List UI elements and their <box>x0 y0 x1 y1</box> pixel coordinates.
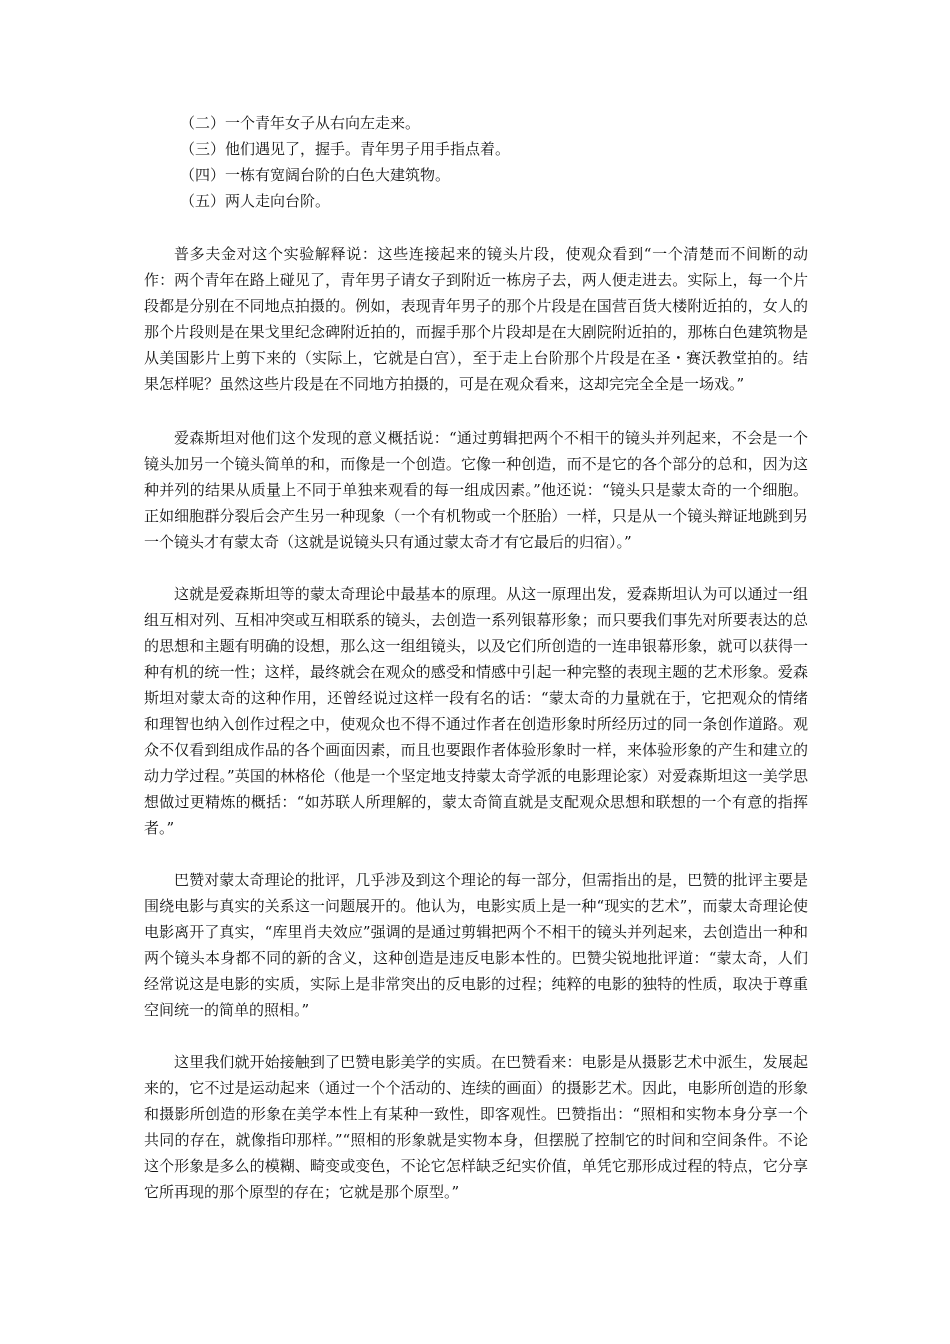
list-item: （四）一栋有宽阔台阶的白色大建筑物。 <box>180 166 451 184</box>
paragraph-eisenstein: 爱森斯坦对他们这个发现的意义概括说：“通过剪辑把两个不相干的镜头并列起来，不会是一个镜头加另一个镜头简单的和，而像是一个创造。它像一种创造，而不是它的各个部分的总和，因为这种并列的结果从质量上不同于单独来观看的每一组成因素。”他还说：“镜头只是蒙太奇的一个细胞。正如细胞群分裂后会产生另一种现象（一个有机物或一个胚胎）一样，只是从一个镜头辩证地跳到另一个镜头才有蒙太奇（这就是说镜头只有通过蒙太奇才有它最后的归宿）。” <box>144 429 808 551</box>
paragraph-pudovkin: 普多夫金对这个实验解释说：这些连接起来的镜头片段，使观众看到“一个清楚而不间断的动作：两个青年在路上碰见了，青年男子请女子到附近一栋房子去，两人便走进去。实际上，每一个片段都是分别在不同地点拍摄的。例如，表现青年男子的那个片段是在国营百货大楼附近拍的，女人的那个片段则是在果戈里纪念碑附近拍的，而握手那个片段却是在大剧院附近拍的，那栋白色建筑物是从美国影片上剪下来的（实际上，它就是白宫），至于走上台阶那个片段是在圣・赛沃教堂拍的。结果怎样呢？虽然这些片段是在不同地方拍摄的，可是在观众看来，这却完完全全是一场戏。” <box>144 245 808 393</box>
paragraph-montage-principle: 这就是爱森斯坦等的蒙太奇理论中最基本的原理。从这一原理出发，爱森斯坦认为可以通过一组组互相对列、互相冲突或互相联系的镜头，去创造一系列银幕形象；而只要我们事先对所要表达的总的思想和主题有明确的设想，那么这一组组镜头，以及它们所创造的一连串银幕形象，就可以获得一种有机的统一性；这样，最终就会在观众的感受和情感中引起一种完整的表现主题的艺术形象。爱森斯坦对蒙太奇的这种作用，还曾经说过这样一段有名的话：“蒙太奇的力量就在于，它把观众的情绪和理智也纳入创作过程之中，使观众也不得不通过作者在创造形象时所经历过的同一条创作道路。观众不仅看到组成作品的各个画面因素，而且也要跟作者体验形象时一样，来体验形象的产生和建立的动力学过程。”英国的林格伦（他是一个坚定地支持蒙太奇学派的电影理论家）对爱森斯坦这一美学思想做过更精炼的概括：“如苏联人所理解的，蒙太奇简直就是支配观众思想和联想的一个有意的指挥者。” <box>144 585 808 837</box>
list-item: （二）一个青年女子从右向左走来。 <box>180 114 421 132</box>
list-item: （三）他们遇见了，握手。青年男子用手指点着。 <box>180 140 511 158</box>
shot-list <box>144 110 808 214</box>
paragraph-bazin-critique: 巴赞对蒙太奇理论的批评，几乎涉及到这个理论的每一部分，但需指出的是，巴赞的批评主要是围绕电影与真实的关系这一问题展开的。他认为，电影实质上是一种“现实的艺术”，而蒙太奇理论使电影离开了真实，“库里肖夫效应”强调的是通过剪辑把两个不相干的镜头并列起来，去创造出一种和两个镜头本身都不同的新的含义，这种创造是违反电影本性的。巴赞尖锐地批评道：“蒙太奇，人们经常说这是电影的实质，实际上是非常突出的反电影的过程；纯粹的电影的独特的性质，取决于尊重空间统一的简单的照相。” <box>144 871 808 1019</box>
paragraph-bazin-aesthetics: 这里我们就开始接触到了巴赞电影美学的实质。在巴赞看来：电影是从摄影艺术中派生，发展起来的，它不过是运动起来（通过一个个活动的、连续的画面）的摄影艺术。因此，电影所创造的形象和摄影所创造的形象在美学本性上有某种一致性，即客观性。巴赞指出：“照相和实物本身分享一个共同的存在，就像指印那样。”“照相的形象就是实物本身，但摆脱了控制它的时间和空间条件。不论这个形象是多么的模糊、畸变或变色，不论它怎样缺乏纪实价值，单凭它那形成过程的特点，它分享它所再现的那个原型的存在；它就是那个原型。” <box>144 1053 808 1201</box>
list-item: （五）两人走向台阶。 <box>180 192 331 210</box>
document-page <box>144 110 808 1205</box>
